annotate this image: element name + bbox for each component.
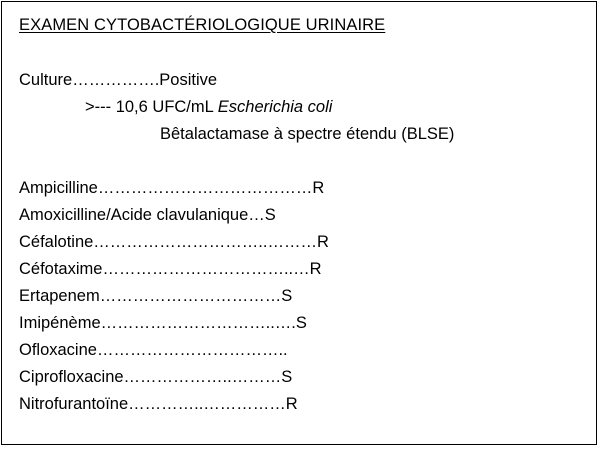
organism-species: Escherichia coli [217,98,333,116]
resistance-mechanism: Bêtalactamase à spectre étendu (BLSE) [160,125,455,143]
antibiotic-ertapenem: Ertapenem……………………………S [19,287,293,305]
antibiotic-cefalotine: Céfalotine…………………………..………R [19,233,329,251]
report-title: EXAMEN CYTOBACTÉRIOLOGIQUE URINAIRE [19,16,386,34]
antibiotic-nitrofurantoine: Nitrofurantoïne…………..……………R [19,395,298,413]
antibiotic-cefotaxime: Céfotaxime……………………………..…R [19,260,322,278]
organism-line [85,97,332,117]
antibiotic-amoxicilline-clavulanique: Amoxicilline/Acide clavulanique…S [19,206,276,224]
culture-result: Culture…………….Positive [19,71,218,89]
antibiotic-ampicilline: Ampicilline…………………………………R [19,179,325,197]
colony-count: >--- 10,6 UFC/mL [85,98,218,116]
antibiotic-ciprofloxacine: Ciprofloxacine………………..………S [19,368,293,386]
antibiotic-imipeneme: Imipénème…………………………..….S [19,314,307,332]
antibiotic-ofloxacine: Ofloxacine…………………………….. [19,341,288,359]
report-frame [1,1,597,445]
